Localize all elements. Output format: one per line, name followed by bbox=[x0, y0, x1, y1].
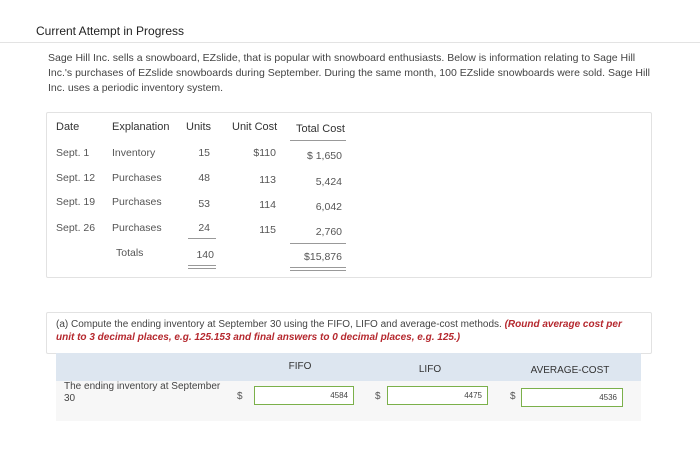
table-cell-units: 15 bbox=[198, 147, 210, 159]
table-cell-unit-cost: 115 bbox=[259, 224, 276, 236]
table-cell-units: 53 bbox=[198, 198, 210, 210]
question-text bbox=[56, 318, 641, 344]
table-cell-total-cost: 6,042 bbox=[315, 201, 342, 213]
table-cell-explanation: Purchases bbox=[112, 222, 162, 234]
fifo-header: FIFO bbox=[288, 361, 312, 372]
table-cell-date: Sept. 12 bbox=[56, 172, 96, 184]
table-cell-unit-cost: 113 bbox=[259, 174, 276, 186]
totals-units: 140 bbox=[196, 249, 214, 261]
average-cost-currency: $ bbox=[510, 391, 516, 402]
units-underline bbox=[188, 238, 216, 239]
table-cell-explanation: Purchases bbox=[112, 172, 162, 184]
average-cost-header: AVERAGE-COST bbox=[530, 365, 610, 376]
fifo-input[interactable] bbox=[254, 386, 354, 405]
col-header-unit-cost: Unit Cost bbox=[232, 121, 278, 133]
units-double-underline-1 bbox=[188, 265, 216, 266]
table-cell-unit-cost: 114 bbox=[259, 199, 276, 211]
total-double-underline-1 bbox=[290, 267, 346, 268]
units-double-underline-2 bbox=[188, 268, 216, 269]
rounding-note: (Round average cost per unit to 3 decimal places, e.g. 125.153 and final answers to 0 decimal places, e.g. 125.) bbox=[56, 319, 622, 343]
totals-total-cost: $15,876 bbox=[304, 251, 342, 263]
col-header-total-cost: Total Cost bbox=[296, 123, 345, 135]
problem-intro: Sage Hill Inc. sells a snowboard, EZslide, that is popular with snowboard enthusiasts. Below is information relating to Sage Hill Inc.'s purchases of EZslide snowboards during September. During the same month, 100 EZslide snowboards were sold. Sage Hill Inc. uses a periodic inventory system. bbox=[48, 52, 650, 94]
header-underline bbox=[290, 140, 346, 141]
table-cell-total-cost: $ 1,650 bbox=[306, 150, 342, 162]
col-header-date: Date bbox=[56, 121, 80, 133]
lifo-input[interactable] bbox=[387, 386, 488, 405]
col-header-explanation: Explanation bbox=[112, 121, 170, 133]
col-header-units: Units bbox=[186, 121, 212, 133]
table-cell-units: 24 bbox=[198, 222, 210, 234]
average-cost-input[interactable] bbox=[521, 388, 623, 407]
table-cell-explanation: Purchases bbox=[112, 196, 162, 208]
table-cell-total-cost: 5,424 bbox=[315, 176, 342, 188]
lifo-header: LIFO bbox=[418, 364, 442, 375]
table-cell-date: Sept. 26 bbox=[56, 222, 96, 234]
table-cell-units: 48 bbox=[198, 172, 210, 184]
total-cost-underline bbox=[290, 243, 346, 244]
table-cell-total-cost: 2,760 bbox=[315, 226, 342, 238]
lifo-currency: $ bbox=[375, 391, 381, 402]
ending-inventory-label: The ending inventory at September 30 bbox=[64, 381, 221, 404]
question-instruction: (a) Compute the ending inventory at September 30 using the FIFO, LIFO and average-cost methods. bbox=[56, 319, 502, 330]
attempt-status: Current Attempt in Progress bbox=[36, 24, 185, 38]
table-cell-date: Sept. 1 bbox=[56, 147, 90, 159]
fifo-currency: $ bbox=[237, 391, 243, 402]
table-cell-unit-cost: $110 bbox=[253, 147, 276, 159]
total-double-underline-2 bbox=[290, 270, 346, 271]
table-cell-explanation: Inventory bbox=[112, 147, 156, 159]
totals-label: Totals bbox=[116, 247, 144, 259]
divider bbox=[0, 42, 700, 43]
table-cell-date: Sept. 19 bbox=[56, 196, 96, 208]
